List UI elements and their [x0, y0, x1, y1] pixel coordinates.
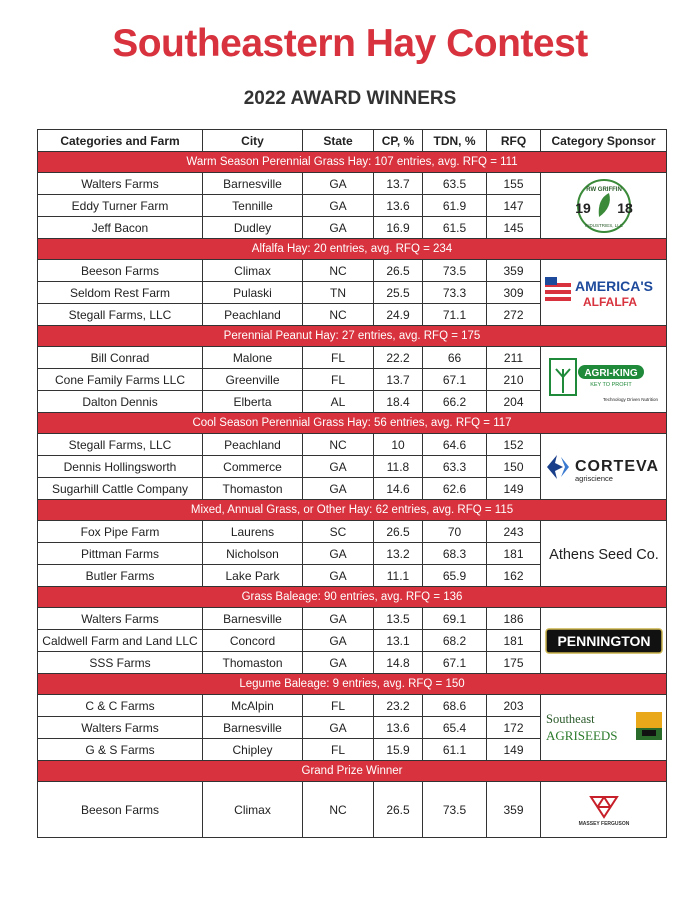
state-cell: NC: [303, 434, 374, 456]
table-row: [38, 695, 667, 717]
rfq-cell: 204: [487, 391, 541, 413]
table-row: [38, 608, 667, 630]
city-cell: Peachland: [203, 304, 303, 326]
city-cell: Pulaski: [203, 282, 303, 304]
sponsor-cell: [541, 347, 667, 413]
category-heading-row: [38, 152, 667, 173]
sponsor-cell: [541, 782, 667, 838]
sponsor-cell: [541, 695, 667, 761]
column-header: CP, %: [374, 130, 423, 152]
state-cell: SC: [303, 521, 374, 543]
state-cell: FL: [303, 695, 374, 717]
sponsor-logo: [541, 608, 666, 673]
rfq-cell: 243: [487, 521, 541, 543]
category-heading: Warm Season Perennial Grass Hay: 107 entries, avg. RFQ = 111: [38, 152, 667, 173]
sponsor-cell: [541, 608, 667, 674]
city-cell: Laurens: [203, 521, 303, 543]
farm-cell: Beeson Farms: [38, 260, 203, 282]
logo-text: RW GRIFFIN: [585, 186, 622, 193]
state-cell: GA: [303, 456, 374, 478]
farm-cell: SSS Farms: [38, 652, 203, 674]
tdn-cell: 65.9: [423, 565, 487, 587]
cp-cell: 13.7: [374, 369, 423, 391]
table-row: [38, 521, 667, 543]
awards-table-body: [38, 152, 667, 838]
cp-cell: 25.5: [374, 282, 423, 304]
rfq-cell: 162: [487, 565, 541, 587]
sponsor-logo: [541, 521, 666, 586]
category-heading-row: [38, 413, 667, 434]
logo-text: Athens Seed Co.: [548, 546, 659, 563]
pennington-logo: [545, 627, 663, 655]
flag-icon: [543, 273, 665, 313]
logo-text: INDUSTRIES, LLC: [584, 222, 623, 228]
table-row: [38, 260, 667, 282]
rfq-cell: 359: [487, 782, 541, 838]
cp-cell: 11.8: [374, 456, 423, 478]
sponsor-cell: [541, 260, 667, 326]
city-cell: McAlpin: [203, 695, 303, 717]
sponsor-logo: [541, 434, 666, 499]
tdn-cell: 66.2: [423, 391, 487, 413]
tdn-cell: 63.5: [423, 173, 487, 195]
farm-cell: Walters Farms: [38, 608, 203, 630]
cp-cell: 16.9: [374, 217, 423, 239]
triple-triangle-icon: [559, 793, 649, 827]
column-header: Category Sponsor: [541, 130, 667, 152]
farm-cell: C & C Farms: [38, 695, 203, 717]
tdn-cell: 61.5: [423, 217, 487, 239]
rfq-cell: 172: [487, 717, 541, 739]
category-heading-row: [38, 674, 667, 695]
state-cell: NC: [303, 782, 374, 838]
state-cell: GA: [303, 195, 374, 217]
category-heading: Legume Baleage: 9 entries, avg. RFQ = 150: [38, 674, 667, 695]
tdn-cell: 61.9: [423, 195, 487, 217]
farm-cell: Walters Farms: [38, 717, 203, 739]
cp-cell: 14.8: [374, 652, 423, 674]
category-heading-row: [38, 500, 667, 521]
tdn-cell: 61.1: [423, 739, 487, 761]
rfq-cell: 149: [487, 478, 541, 500]
city-cell: Climax: [203, 260, 303, 282]
state-cell: NC: [303, 304, 374, 326]
city-cell: Barnesville: [203, 717, 303, 739]
cp-cell: 14.6: [374, 478, 423, 500]
city-cell: Chipley: [203, 739, 303, 761]
category-heading-row: [38, 326, 667, 347]
state-cell: FL: [303, 347, 374, 369]
logo-text: CORTEVA: [574, 457, 659, 475]
farm-cell: Eddy Turner Farm: [38, 195, 203, 217]
tdn-cell: 68.2: [423, 630, 487, 652]
farm-cell: Fox Pipe Farm: [38, 521, 203, 543]
sunrise-icon: [544, 708, 664, 748]
athens-seed-logo: [544, 542, 664, 566]
rfq-cell: 145: [487, 217, 541, 239]
category-heading: Grass Baleage: 90 entries, avg. RFQ = 136: [38, 587, 667, 608]
state-cell: GA: [303, 717, 374, 739]
rfq-cell: 152: [487, 434, 541, 456]
sponsor-cell: [541, 173, 667, 239]
farm-cell: Dalton Dennis: [38, 391, 203, 413]
city-cell: Greenville: [203, 369, 303, 391]
rfq-cell: 149: [487, 739, 541, 761]
sponsor-logo: [541, 173, 666, 238]
logo-text: AGRI-KING: [583, 367, 638, 379]
farm-cell: Caldwell Farm and Land LLC: [38, 630, 203, 652]
column-header: RFQ: [487, 130, 541, 152]
city-cell: Malone: [203, 347, 303, 369]
table-row: [38, 434, 667, 456]
rfq-cell: 210: [487, 369, 541, 391]
cp-cell: 26.5: [374, 521, 423, 543]
tdn-cell: 65.4: [423, 717, 487, 739]
tdn-cell: 64.6: [423, 434, 487, 456]
logo-text: ALFALFA: [582, 294, 637, 309]
cp-cell: 22.2: [374, 347, 423, 369]
farm-cell: Bill Conrad: [38, 347, 203, 369]
farm-cell: Cone Family Farms LLC: [38, 369, 203, 391]
state-cell: GA: [303, 608, 374, 630]
farm-cell: Stegall Farms, LLC: [38, 304, 203, 326]
farm-cell: G & S Farms: [38, 739, 203, 761]
rfq-cell: 181: [487, 630, 541, 652]
cp-cell: 13.6: [374, 195, 423, 217]
city-cell: Concord: [203, 630, 303, 652]
tdn-cell: 73.5: [423, 260, 487, 282]
cp-cell: 26.5: [374, 782, 423, 838]
cp-cell: 13.7: [374, 173, 423, 195]
rfq-cell: 155: [487, 173, 541, 195]
city-cell: Tennille: [203, 195, 303, 217]
page-subtitle: 2022 AWARD WINNERS: [243, 88, 457, 109]
cp-cell: 10: [374, 434, 423, 456]
logo-text: 18: [616, 199, 633, 216]
grand-prize-heading-row: [38, 761, 667, 782]
grand-prize-row: [38, 782, 667, 838]
table-row: [38, 173, 667, 195]
farm-cell: Beeson Farms: [38, 782, 203, 838]
cp-cell: 13.1: [374, 630, 423, 652]
farm-cell: Jeff Bacon: [38, 217, 203, 239]
column-header: Categories and Farm: [38, 130, 203, 152]
logo-text: PENNINGTON: [556, 632, 651, 649]
corteva-mark-icon: [543, 449, 665, 485]
rfq-cell: 211: [487, 347, 541, 369]
plant-icon: [548, 355, 660, 405]
category-heading: Perennial Peanut Hay: 27 entries, avg. RFQ = 175: [38, 326, 667, 347]
logo-text: AMERICA'S: [574, 277, 653, 294]
tdn-cell: 62.6: [423, 478, 487, 500]
tdn-cell: 66: [423, 347, 487, 369]
logo-text: Southeast: [545, 711, 595, 726]
header-row: [38, 130, 667, 152]
table-row: [38, 347, 667, 369]
tdn-cell: 73.5: [423, 782, 487, 838]
rfq-cell: 272: [487, 304, 541, 326]
city-cell: Thomaston: [203, 652, 303, 674]
cp-cell: 24.9: [374, 304, 423, 326]
cp-cell: 18.4: [374, 391, 423, 413]
tdn-cell: 63.3: [423, 456, 487, 478]
sponsor-logo: [541, 347, 666, 412]
tdn-cell: 68.6: [423, 695, 487, 717]
state-cell: FL: [303, 369, 374, 391]
city-cell: Commerce: [203, 456, 303, 478]
sponsor-cell: [541, 434, 667, 500]
state-cell: GA: [303, 478, 374, 500]
city-cell: Thomaston: [203, 478, 303, 500]
page-title: Southeastern Hay Contest: [112, 22, 588, 65]
rfq-cell: 181: [487, 543, 541, 565]
rfq-cell: 175: [487, 652, 541, 674]
rfq-cell: 359: [487, 260, 541, 282]
cp-cell: 26.5: [374, 260, 423, 282]
state-cell: AL: [303, 391, 374, 413]
tdn-cell: 67.1: [423, 652, 487, 674]
farm-cell: Stegall Farms, LLC: [38, 434, 203, 456]
cp-cell: 11.1: [374, 565, 423, 587]
tdn-cell: 68.3: [423, 543, 487, 565]
rfq-cell: 186: [487, 608, 541, 630]
state-cell: NC: [303, 260, 374, 282]
column-header: City: [203, 130, 303, 152]
tdn-cell: 67.1: [423, 369, 487, 391]
state-cell: FL: [303, 739, 374, 761]
city-cell: Lake Park: [203, 565, 303, 587]
state-cell: GA: [303, 565, 374, 587]
state-cell: TN: [303, 282, 374, 304]
logo-text: Technology Driven Nutrition: [602, 396, 658, 402]
category-heading: Alfalfa Hay: 20 entries, avg. RFQ = 234: [38, 239, 667, 260]
state-cell: GA: [303, 652, 374, 674]
sponsor-logo: [541, 695, 666, 760]
city-cell: Peachland: [203, 434, 303, 456]
cp-cell: 15.9: [374, 739, 423, 761]
logo-text: AGRISEEDS: [545, 727, 618, 743]
rfq-cell: 203: [487, 695, 541, 717]
sponsor-cell: [541, 521, 667, 587]
rfq-cell: 150: [487, 456, 541, 478]
tdn-cell: 70: [423, 521, 487, 543]
column-header: State: [303, 130, 374, 152]
tdn-cell: 73.3: [423, 282, 487, 304]
farm-cell: Seldom Rest Farm: [38, 282, 203, 304]
farm-cell: Dennis Hollingsworth: [38, 456, 203, 478]
tdn-cell: 71.1: [423, 304, 487, 326]
category-heading: Mixed, Annual Grass, or Other Hay: 62 entries, avg. RFQ = 115: [38, 500, 667, 521]
cp-cell: 13.6: [374, 717, 423, 739]
logo-text: 19: [574, 199, 591, 216]
city-cell: Climax: [203, 782, 303, 838]
cp-cell: 23.2: [374, 695, 423, 717]
category-heading-row: [38, 587, 667, 608]
rfq-cell: 309: [487, 282, 541, 304]
leaf-badge-icon: [569, 177, 639, 235]
city-cell: Nicholson: [203, 543, 303, 565]
city-cell: Elberta: [203, 391, 303, 413]
category-heading: Grand Prize Winner: [38, 761, 667, 782]
rfq-cell: 147: [487, 195, 541, 217]
state-cell: GA: [303, 543, 374, 565]
farm-cell: Pittman Farms: [38, 543, 203, 565]
category-heading-row: [38, 239, 667, 260]
logo-text: MASSEY FERGUSON: [578, 820, 629, 827]
state-cell: GA: [303, 217, 374, 239]
logo-text: agriscience: [574, 473, 613, 483]
state-cell: GA: [303, 630, 374, 652]
farm-cell: Sugarhill Cattle Company: [38, 478, 203, 500]
logo-text: KEY TO PROFIT: [589, 381, 632, 388]
sponsor-logo: [541, 260, 666, 325]
state-cell: GA: [303, 173, 374, 195]
city-cell: Barnesville: [203, 173, 303, 195]
farm-cell: Butler Farms: [38, 565, 203, 587]
column-header: TDN, %: [423, 130, 487, 152]
awards-table: [37, 129, 667, 838]
cp-cell: 13.5: [374, 608, 423, 630]
cp-cell: 13.2: [374, 543, 423, 565]
category-heading: Cool Season Perennial Grass Hay: 56 entries, avg. RFQ = 117: [38, 413, 667, 434]
farm-cell: Walters Farms: [38, 173, 203, 195]
city-cell: Dudley: [203, 217, 303, 239]
city-cell: Barnesville: [203, 608, 303, 630]
sponsor-logo: [541, 782, 666, 837]
tdn-cell: 69.1: [423, 608, 487, 630]
